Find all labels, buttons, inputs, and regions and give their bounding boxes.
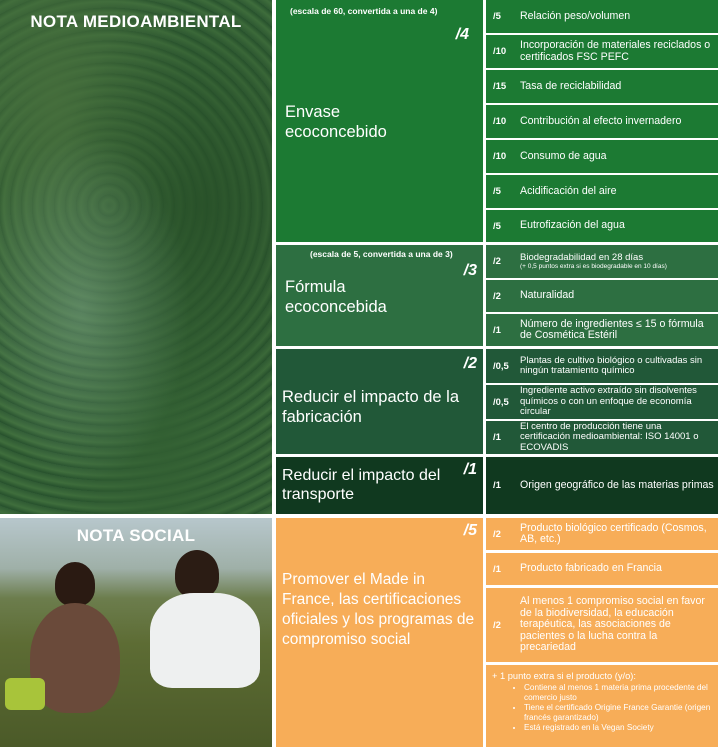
criterion-label: Origen geográfico de las materias primas [520,478,714,491]
criterion-points: /5 [493,11,501,22]
criterion-label: Consumo de agua [520,149,607,162]
packaging-criterion-row [486,105,718,138]
list-item: • Está registrado en la Vegan Society [524,723,712,733]
packaging-label: Envase ecoconcebido [285,103,387,141]
criterion-points: /2 [493,528,501,540]
extra-points-intro: + 1 punto extra si el producto (y/o): [492,671,636,681]
criterion-label: Eutrofización del agua [520,219,625,232]
criterion-sublabel: (+ 0,5 puntos extra si es biodegradable en 10 días) [520,263,667,271]
criterion-label: Número de ingredientes ≤ 15 o fórmula de Cosmética Estéril [520,317,704,341]
criterion-points: /2 [493,256,501,267]
transport-criterion-row [486,457,718,514]
packaging-block [276,0,483,242]
criterion-points: /10 [493,116,507,127]
criterion-label: Naturalidad [520,289,575,302]
basket-shape [5,678,45,710]
formula-criterion-row [486,245,718,278]
packaging-criterion-row [486,35,718,68]
packaging-score: /4 [455,26,469,43]
woman-head-shape [55,562,95,606]
farmers-field-photo [0,518,272,747]
criterion-points: /1 [493,432,501,443]
manufacturing-criterion-row [486,421,718,454]
transport-score: /1 [463,461,477,478]
forest-aerial-photo [0,0,272,514]
formula-criterion-row [486,314,718,346]
criterion-label: Incorporación de materiales reciclados o certificados FSC PEFC [520,39,711,63]
criterion-label: Biodegradabilidad en 28 días [520,251,644,263]
packaging-criterion-row [486,175,718,208]
social-block [276,518,483,747]
criterion-points: /2 [493,619,501,631]
criterion-points: /10 [493,151,507,162]
criterion-label: El centro de producción tiene una certificación medioambiental: ISO 14001 o ECOVADIS [520,420,699,453]
social-criterion-row [486,553,718,585]
criterion-label: Plantas de cultivo biológico o cultivadas sin ningún tratamiento químico [520,354,703,376]
packaging-criterion-row [486,70,718,103]
environmental-title: NOTA MEDIOAMBIENTAL [30,12,242,31]
man-shirt-shape [150,593,260,688]
criterion-points: /1 [493,324,501,336]
criterion-points: /5 [493,220,501,232]
criterion-points: /2 [493,290,501,302]
packaging-criterion-row [486,210,718,242]
packaging-criterion-row [486,0,718,33]
criterion-label: Al menos 1 compromiso social en favor de la biodiversidad, la educación terapéutica, las asociaciones de pacientes o la lucha contra la precariedad [520,595,705,654]
social-label: Promover el Made in France, las certificaciones oficiales y los programas de compromiso social [282,571,475,648]
criterion-points: /1 [493,563,501,575]
formula-score: /3 [463,262,477,279]
criterion-label: Tasa de reciclabilidad [520,79,622,92]
formula-block [276,245,483,346]
transport-label: Reducir el impacto del transporte [282,467,441,503]
packaging-scale-note: (escala de 60, convertida a una de 4) [290,6,438,16]
criterion-label: Producto fabricado en Francia [520,562,662,575]
criterion-label: Acidificación del aire [520,184,617,197]
formula-scale-note: (escala de 5, convertida a una de 3) [310,249,453,259]
criterion-points: /10 [493,46,507,57]
criterion-label: Contribución al efecto invernadero [520,114,682,127]
criterion-label: Ingrediente activo extraído sin disolventes químicos o con un enfoque de economía circular [520,385,697,418]
list-item: • Tiene el certificado Origine France Garantie (origen francés garantizado) [524,703,712,723]
social-score: /5 [463,522,477,539]
criterion-points: /0,5 [493,360,509,372]
man-head-shape [175,550,219,598]
criterion-points: /1 [493,480,501,491]
manufacturing-score: /2 [463,355,477,372]
criterion-points: /5 [493,186,501,197]
manufacturing-block [276,349,483,454]
social-criterion-row [486,518,718,550]
criterion-points: /0,5 [493,396,509,408]
manufacturing-label: Reducir el impacto de la fabricación [282,388,460,426]
social-criterion-row [486,588,718,662]
manufacturing-criterion-row [486,349,718,383]
extra-points-list [492,683,712,733]
list-item: • Contiene al menos 1 materia prima procedente del comercio justo [524,683,712,703]
criterion-points: /15 [493,81,507,92]
criterion-label: Relación peso/volumen [520,9,631,22]
social-title: NOTA SOCIAL [76,526,196,545]
formula-label: Fórmula ecoconcebida [285,278,387,316]
manufacturing-criterion-row [486,385,718,419]
transport-block [276,457,483,514]
formula-criterion-row [486,280,718,312]
criterion-label: Producto biológico certificado (Cosmos, AB, etc.) [520,521,707,545]
packaging-criterion-row [486,140,718,173]
social-extra-points [486,665,718,747]
